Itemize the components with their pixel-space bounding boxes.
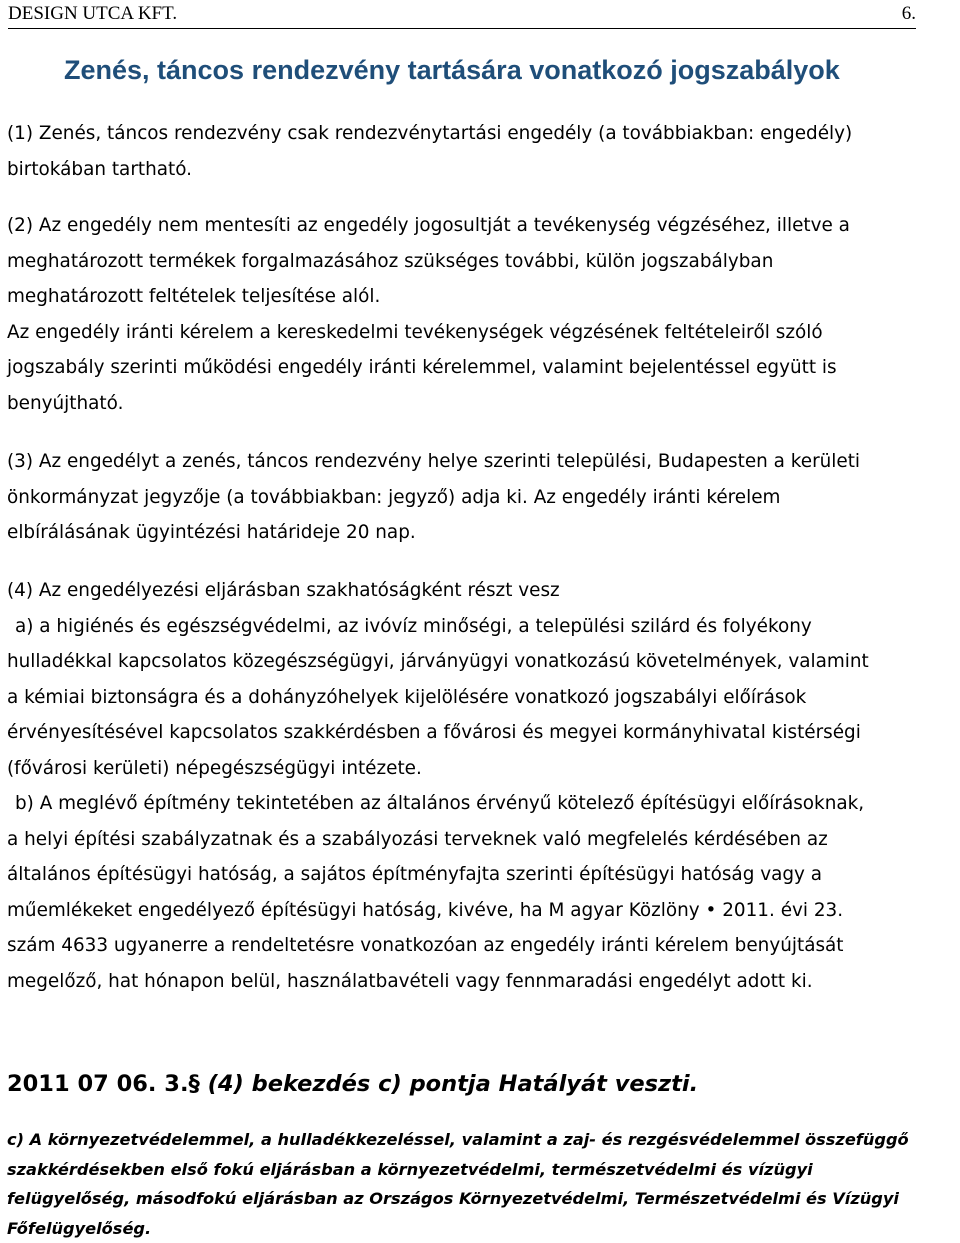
text-line: birtokában tartható.: [7, 152, 957, 188]
text-line: (fővárosi kerületi) népegészségügyi intézete.: [7, 751, 957, 787]
paragraph-1: [7, 116, 957, 187]
paragraph-3: [7, 444, 957, 551]
text-line: elbírálásának ügyintézési határideje 20 nap.: [7, 515, 957, 551]
paragraph-2: [7, 208, 957, 421]
text-line: önkormányzat jegyzője (a továbbiakban: jegyző) adja ki. Az engedély iránti kérelem: [7, 480, 957, 516]
amendment-date: 2011 07 06. 3.: [7, 1071, 189, 1097]
amendment-heading: [7, 1064, 947, 1104]
amendment-text: (4) bekezdés c) pontja Hatályát veszti.: [200, 1071, 698, 1097]
note-line: Főfelügyelőség.: [7, 1214, 957, 1243]
section-sign: §: [189, 1071, 200, 1097]
repealed-clause-note: [7, 1125, 957, 1243]
text-line: Az engedély iránti kérelem a kereskedelmi tevékenységek végzésének feltételeiről szóló: [7, 315, 957, 351]
text-line: meghatározott termékek forgalmazásához szükséges további, külön jogszabályban: [7, 244, 957, 280]
text-line: a helyi építési szabályzatnak és a szabályozási terveknek való megfelelés kérdésében az: [7, 822, 957, 858]
text-line: műemlékeket engedélyező építésügyi hatóság, kivéve, ha M agyar Közlöny • 2011. évi 23.: [7, 893, 957, 929]
text-line: (4) Az engedélyezési eljárásban szakhatóságként részt vesz: [7, 573, 957, 609]
company-name: DESIGN UTCA KFT.: [8, 2, 177, 26]
text-line: a kémiai biztonságra és a dohányzóhelyek kijelölésére vonatkozó jogszabályi előírások: [7, 680, 957, 716]
text-line: jogszabály szerinti működési engedély iránti kérelemmel, valamint bejelentéssel együtt is: [7, 350, 957, 386]
text-line: érvényesítésével kapcsolatos szakkérdésben a fővárosi és megyei kormányhivatal kistérségi: [7, 715, 957, 751]
text-line: szám 4633 ugyanerre a rendeltetésre vonatkozóan az engedély iránti kérelem benyújtását: [7, 928, 957, 964]
note-line: szakkérdésekben első fokú eljárásban a környezetvédelmi, természetvédelmi és vízügyi: [7, 1155, 957, 1185]
paragraph-4: [7, 573, 957, 999]
list-item-b: b) A meglévő építmény tekintetében az általános érvényű kötelező építésügyi előírásoknak,: [7, 786, 957, 822]
text-line: hulladékkal kapcsolatos közegészségügyi, járványügyi vonatkozású követelmények, valamint: [7, 644, 957, 680]
text-line: általános építésügyi hatóság, a sajátos építményfajta szerinti építésügyi hatóság vagy a: [7, 857, 957, 893]
text-line: (2) Az engedély nem mentesíti az engedély jogosultját a tevékenység végzéséhez, illetve a: [7, 208, 957, 244]
page-title: Zenés, táncos rendezvény tartására vonatkozó jogszabályok: [64, 52, 944, 88]
text-line: (1) Zenés, táncos rendezvény csak rendezvénytartási engedély (a továbbiakban: engedély): [7, 116, 957, 152]
note-line: c) A környezetvédelemmel, a hulladékkezeléssel, valamint a zaj- és rezgésvédelemmel összefüggő: [7, 1125, 957, 1155]
text-line: megelőző, hat hónapon belül, használatbavételi vagy fennmaradási engedélyt adott ki.: [7, 964, 957, 1000]
note-line: felügyelőség, másodfokú eljárásban az Országos Környezetvédelmi, Természetvédelmi és Vízügyi: [7, 1184, 957, 1214]
page-header: [8, 2, 916, 29]
text-line: meghatározott feltételek teljesítése alól.: [7, 279, 957, 315]
text-line: benyújtható.: [7, 386, 957, 422]
page-number: 6.: [902, 2, 916, 26]
text-line: (3) Az engedélyt a zenés, táncos rendezvény helye szerinti települési, Budapesten a kerületi: [7, 444, 957, 480]
list-item-a: a) a higiénés és egészségvédelmi, az ivóvíz minőségi, a települési szilárd és folyékony: [7, 609, 957, 645]
